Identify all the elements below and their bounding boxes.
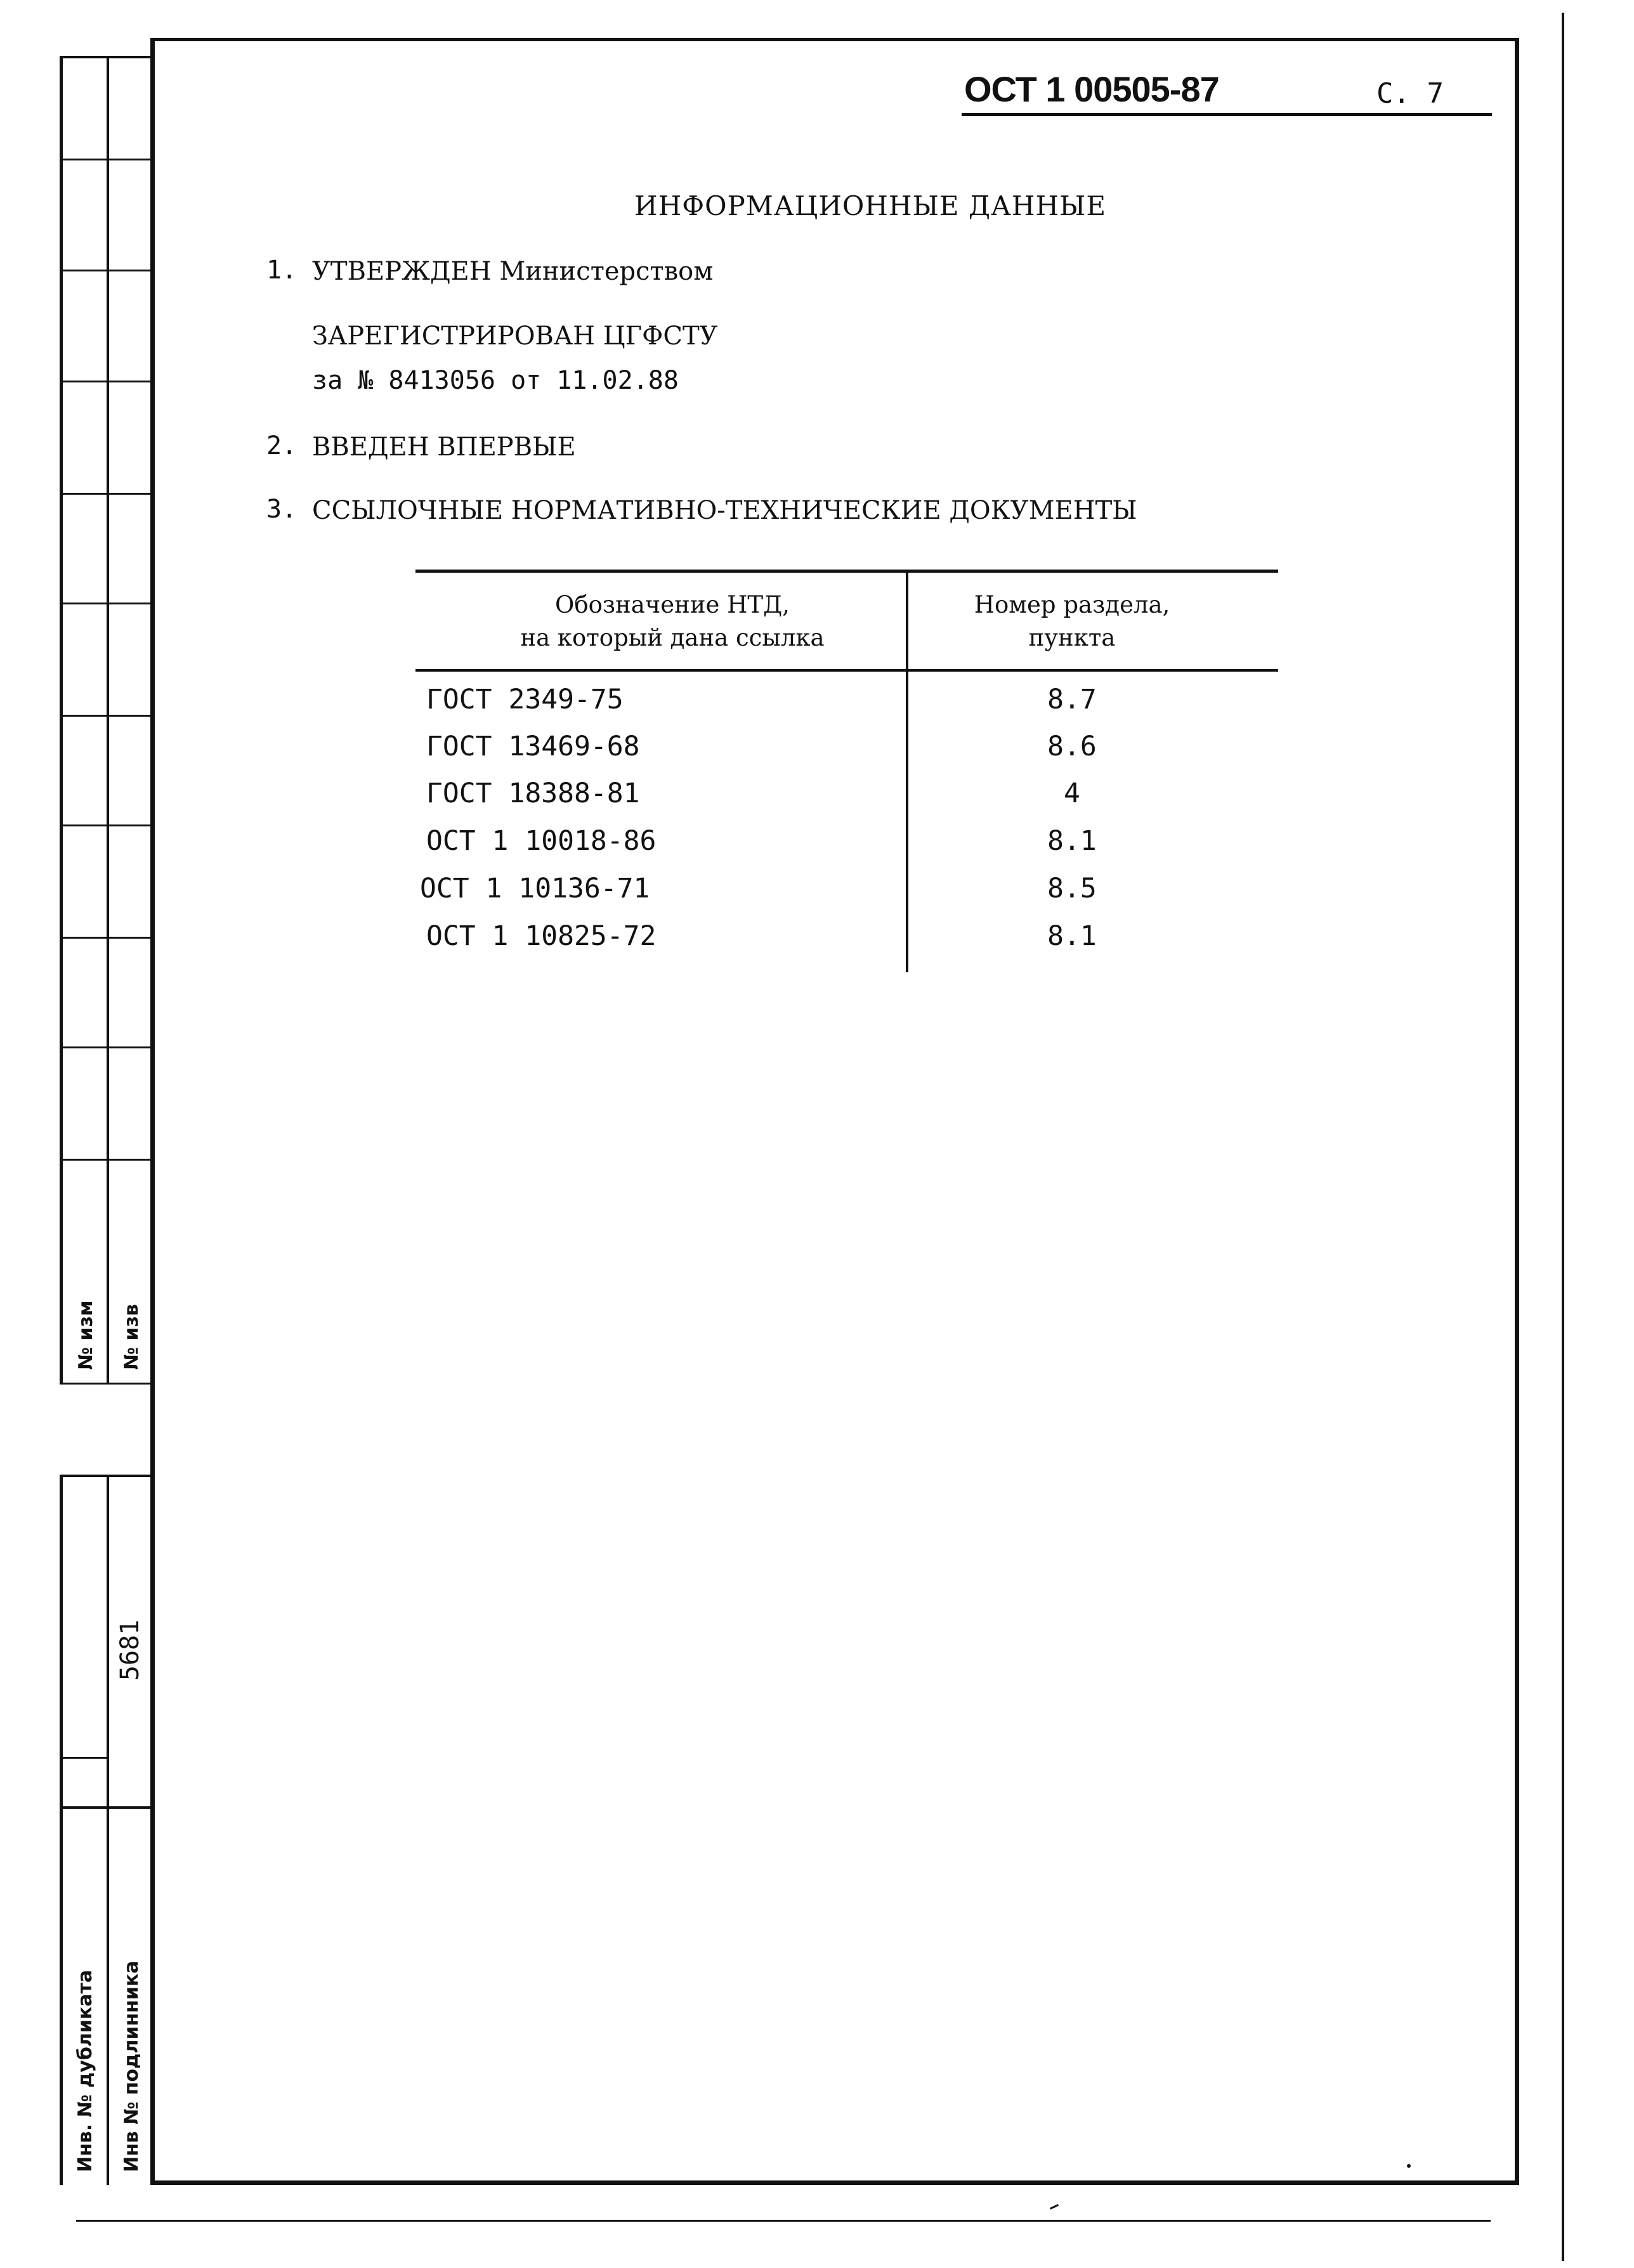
table-cell-doc: ОСТ 1 10825-72 — [426, 920, 657, 952]
table-cell-doc: ГОСТ 18388-81 — [426, 778, 640, 809]
margin-line-inner — [107, 56, 109, 1385]
margin-cell-rule — [60, 159, 152, 160]
table-cell-section: 4 — [1064, 778, 1080, 809]
frame-bottom-border — [150, 2180, 1519, 2185]
scan-speck — [1407, 2164, 1411, 2168]
margin-cell-rule — [60, 270, 152, 271]
label-original-inventory: Инв № подлинника — [121, 1960, 143, 2172]
margin-cell-rule — [60, 1383, 152, 1385]
table-cell-section: 8.5 — [1047, 873, 1097, 904]
table-column-divider — [906, 573, 908, 972]
section-title: ИНФОРМАЦИОННЫЕ ДАННЫЕ — [634, 190, 1107, 221]
page-number: С. 7 — [1376, 77, 1444, 110]
table-cell-doc: ОСТ 1 10136-71 — [420, 873, 650, 904]
table-header-doc — [444, 589, 901, 655]
label-notice-number: № изв — [121, 1304, 143, 1370]
table-top-rule — [415, 570, 1278, 573]
item-1-registered: ЗАРЕГИСТРИРОВАН ЦГФСТУ — [312, 322, 718, 351]
header-underline — [962, 113, 1492, 116]
table-cell-section: 8.6 — [1047, 731, 1097, 762]
item-1-registration: за № 8413056 от 11.02.88 — [312, 366, 679, 395]
sheet-right-edge — [1562, 13, 1564, 2261]
frame-right-border — [1515, 38, 1519, 2185]
table-header-doc-line1: Обозначение НТД, — [555, 591, 790, 618]
sheet-bottom-edge — [76, 2220, 1491, 2222]
inventory-number: 5681 — [115, 1619, 145, 1681]
table-cell-section: 8.1 — [1047, 825, 1097, 857]
margin-line-top — [60, 1475, 152, 1477]
margin-line-top — [60, 56, 152, 58]
table-cell-doc: ГОСТ 13469-68 — [426, 731, 640, 762]
item-3-text: ССЫЛОЧНЫЕ НОРМАТИВНО-ТЕХНИЧЕСКИЕ ДОКУМЕНТЫ — [312, 496, 1137, 525]
item-1-number: 1. — [266, 256, 297, 285]
item-2-text: ВВЕДЕН ВПЕРВЫЕ — [312, 433, 576, 462]
margin-line-outer — [60, 56, 63, 1385]
table-header-section-line2: пункта — [1028, 624, 1116, 651]
margin-cell-rule — [60, 715, 152, 717]
margin-cell-rule — [60, 1159, 152, 1161]
margin-line-short — [60, 1757, 108, 1759]
table-cell-doc: ОСТ 1 10018-86 — [426, 825, 657, 857]
frame-top-border — [150, 38, 1519, 41]
table-header-rule — [415, 669, 1278, 672]
frame-left-border — [150, 38, 155, 2185]
margin-cell-rule — [60, 1046, 152, 1048]
margin-cell-rule — [60, 493, 152, 495]
margin-line-inner — [107, 1475, 109, 2185]
scan-speck — [1050, 2204, 1059, 2210]
table-cell-section: 8.7 — [1047, 684, 1097, 715]
margin-line-middle — [60, 1806, 152, 1809]
table-cell-doc: ГОСТ 2349-75 — [426, 684, 624, 715]
margin-cell-rule — [60, 381, 152, 382]
margin-cell-rule — [60, 603, 152, 604]
table-header-doc-line2: на который дана ссылка — [520, 624, 825, 651]
table-header-section-line1: Номер раздела, — [974, 591, 1170, 618]
label-duplicate-inventory: Инв. № дубликата — [74, 1969, 96, 2172]
table-cell-section: 8.1 — [1047, 920, 1097, 952]
item-2-number: 2. — [266, 431, 297, 460]
margin-line-outer — [60, 1475, 63, 2185]
label-change-number: № изм — [75, 1300, 97, 1370]
table-header-section — [926, 589, 1218, 655]
item-3-number: 3. — [266, 495, 297, 524]
margin-cell-rule — [60, 937, 152, 939]
item-1-text: УТВЕРЖДЕН Министерством — [312, 257, 714, 286]
margin-cell-rule — [60, 824, 152, 826]
document-code: ОСТ 1 00505-87 — [964, 69, 1219, 109]
